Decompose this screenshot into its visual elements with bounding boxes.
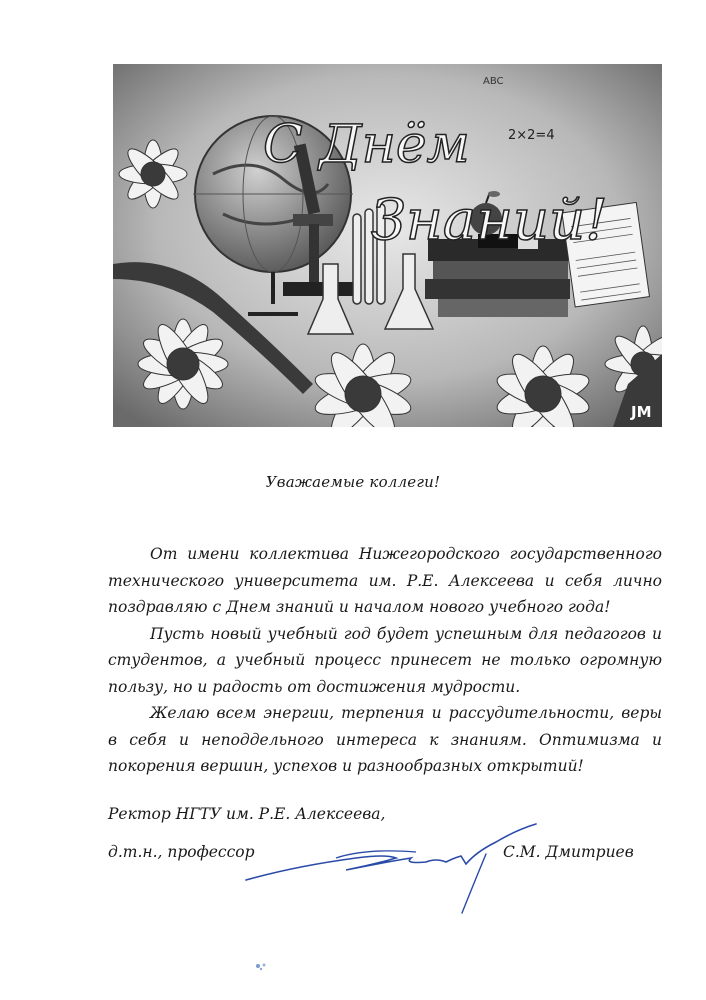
handwritten-signature bbox=[236, 818, 556, 918]
card-formula: 2×2=4 bbox=[508, 128, 555, 143]
card-title-line2: Знаний! bbox=[371, 188, 608, 253]
signer-name: С.М. Дмитриев bbox=[503, 843, 634, 861]
signer-degree: д.т.н., профессор bbox=[108, 843, 255, 861]
signer-position: Ректор НГТУ им. Р.Е. Алексеева, bbox=[108, 805, 386, 823]
card-abc: ABC bbox=[483, 76, 504, 87]
paragraph: Желаю всем энергии, терпения и рассудительности, веры в себя и неподдельного интереса к знаниям. Оптимизма и покорения вершин, успехов и разнообразных открытий! bbox=[108, 704, 662, 775]
card-title-line1: С Днём bbox=[263, 115, 470, 175]
brand-logo-text: JM bbox=[631, 403, 652, 421]
blue-ink-mark bbox=[252, 960, 272, 972]
letter-body bbox=[108, 541, 662, 780]
paragraph: От имени коллектива Нижегородского государственного технического университета им. Р.Е. Алексеева и себя лично поздравляю с Днем знаний и началом нового учебного года! bbox=[108, 545, 662, 616]
paragraph: Пусть новый учебный год будет успешным для педагогов и студентов, а учебный процесс принесет не только огромную пользу, но и радость от достижения мудрости. bbox=[108, 624, 662, 696]
salutation: Уважаемые коллеги! bbox=[265, 473, 441, 491]
greeting-card-illustration bbox=[113, 64, 662, 427]
greeting-card-image bbox=[113, 64, 662, 427]
